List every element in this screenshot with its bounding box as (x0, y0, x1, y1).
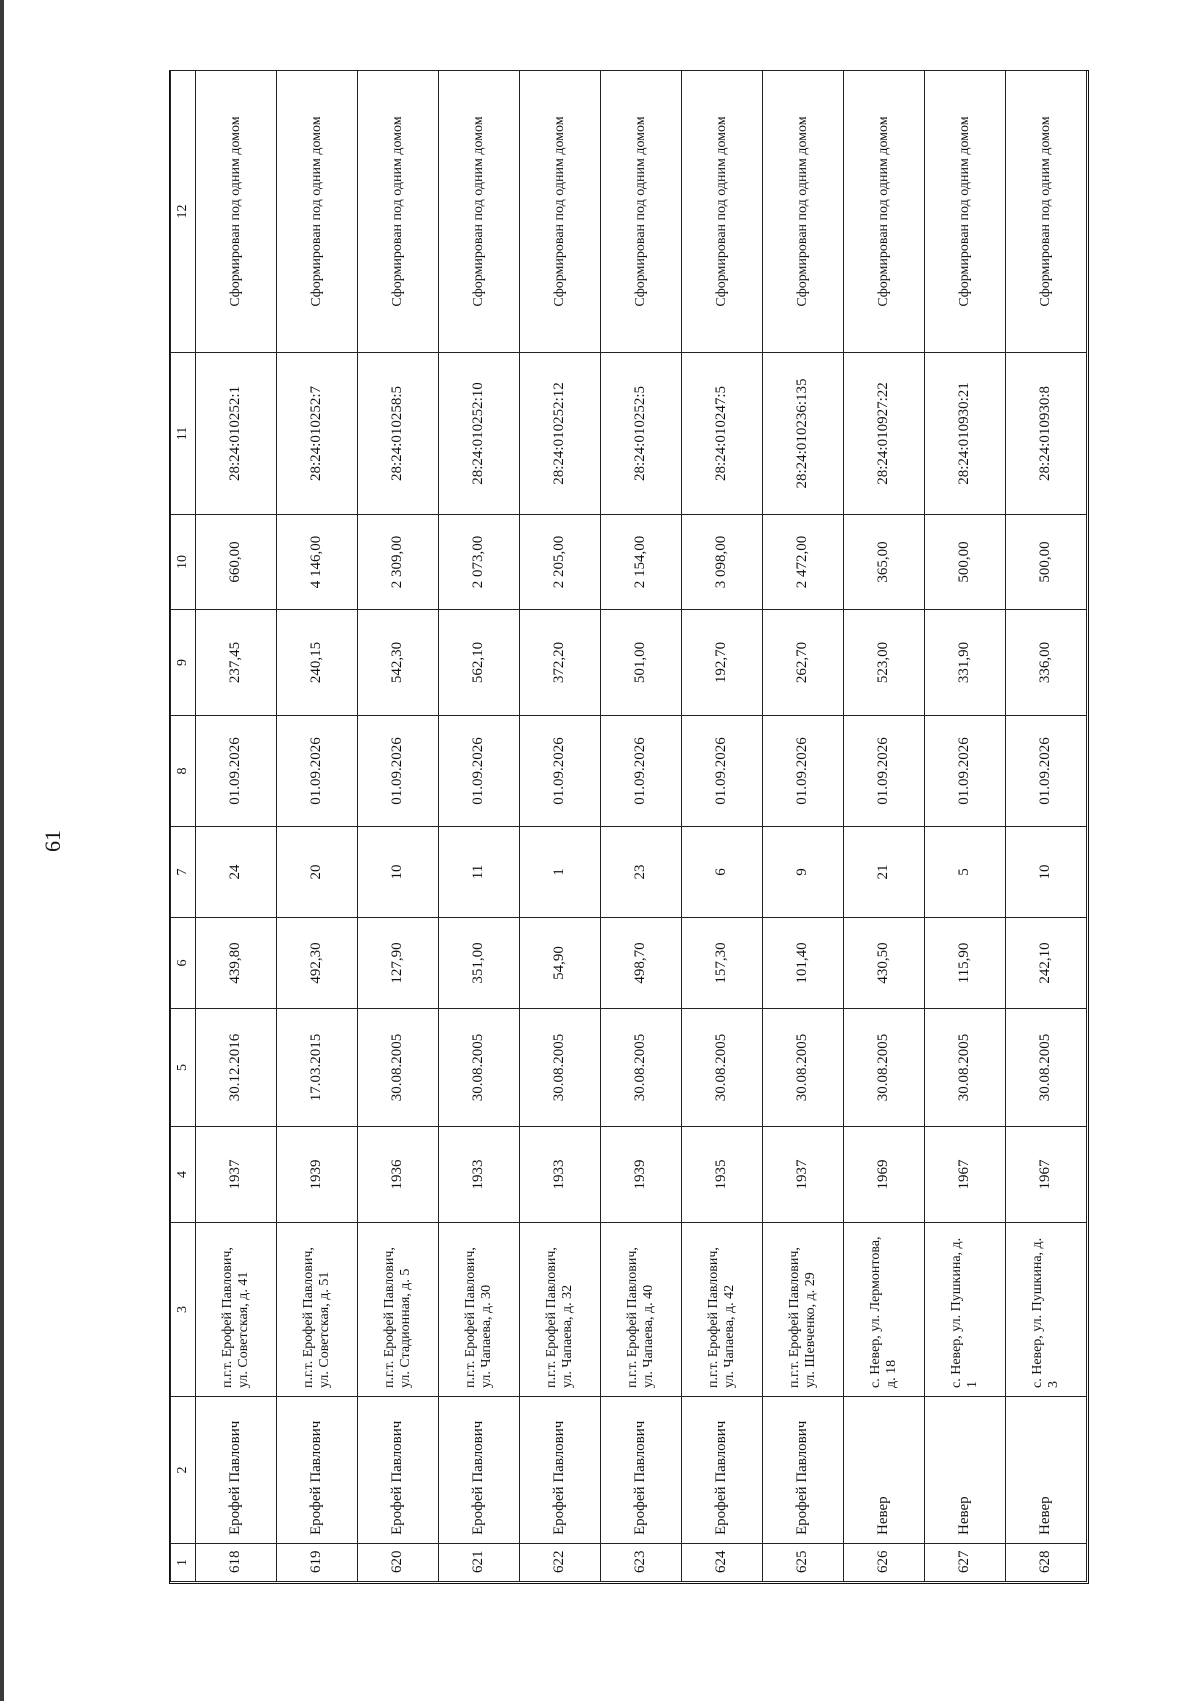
area-cell: 127,90 (358, 918, 439, 1009)
page-number: 61 (40, 830, 65, 852)
locality-cell: Ерофей Павлович (763, 1397, 844, 1544)
deadline-date-cell: 01.09.2026 (601, 716, 682, 827)
area-cell: 101,40 (763, 918, 844, 1009)
year-built-cell: 1937 (196, 1127, 277, 1223)
year-built-cell: 1933 (439, 1127, 520, 1223)
row-number-cell: 621 (439, 1544, 520, 1582)
locality-cell: Ерофей Павлович (196, 1397, 277, 1544)
table-frame (169, 70, 1089, 1584)
date-cell: 30.08.2005 (844, 1009, 925, 1127)
cadastral-number-cell: 28:24:010236:135 (763, 353, 844, 515)
residents-cell: 10 (1006, 827, 1087, 918)
locality-cell: Невер (844, 1397, 925, 1544)
land-area-cell: 2 472,00 (763, 515, 844, 610)
year-built-cell: 1967 (1006, 1127, 1087, 1223)
year-built-cell: 1939 (277, 1127, 358, 1223)
locality-cell: Ерофей Павлович (439, 1397, 520, 1544)
note-cell: Сформирован под одним домом (925, 71, 1006, 353)
living-area-cell: 542,30 (358, 610, 439, 716)
row-number-cell: 619 (277, 1544, 358, 1582)
note-cell: Сформирован под одним домом (358, 71, 439, 353)
locality-cell: Невер (1006, 1397, 1087, 1544)
living-area-cell: 237,45 (196, 610, 277, 716)
residents-cell: 20 (277, 827, 358, 918)
row-number-cell: 627 (925, 1544, 1006, 1582)
column-header-11: 11 (171, 353, 196, 515)
date-cell: 30.08.2005 (1006, 1009, 1087, 1127)
address-cell: п.г.т. Ерофей Павлович, ул. Шевченко, д. 29 (763, 1223, 844, 1397)
year-built-cell: 1933 (520, 1127, 601, 1223)
residents-cell: 23 (601, 827, 682, 918)
row-number-cell: 623 (601, 1544, 682, 1582)
deadline-date-cell: 01.09.2026 (763, 716, 844, 827)
column-header-8: 8 (171, 716, 196, 827)
deadline-date-cell: 01.09.2026 (844, 716, 925, 827)
residents-cell: 11 (439, 827, 520, 918)
address-cell: с. Невер, ул. Лермонтова, д. 18 (844, 1223, 925, 1397)
note-cell: Сформирован под одним домом (196, 71, 277, 353)
table-body (196, 71, 1087, 1582)
row-number-cell: 620 (358, 1544, 439, 1582)
deadline-date-cell: 01.09.2026 (358, 716, 439, 827)
cadastral-number-cell: 28:24:010247:5 (682, 353, 763, 515)
land-area-cell: 660,00 (196, 515, 277, 610)
area-cell: 351,00 (439, 918, 520, 1009)
note-cell: Сформирован под одним домом (682, 71, 763, 353)
note-cell: Сформирован под одним домом (1006, 71, 1087, 353)
row-number-cell: 626 (844, 1544, 925, 1582)
row-number-cell: 618 (196, 1544, 277, 1582)
column-header-5: 5 (171, 1009, 196, 1127)
locality-cell: Ерофей Павлович (358, 1397, 439, 1544)
residents-cell: 5 (925, 827, 1006, 918)
header-row (171, 71, 196, 1582)
address-cell: п.г.т. Ерофей Павлович, ул. Чапаева, д. 32 (520, 1223, 601, 1397)
area-cell: 242,10 (1006, 918, 1087, 1009)
column-header-1: 1 (171, 1544, 196, 1582)
note-cell: Сформирован под одним домом (601, 71, 682, 353)
table-row (925, 71, 1006, 1582)
rotated-table-container (170, 71, 1087, 1582)
deadline-date-cell: 01.09.2026 (925, 716, 1006, 827)
address-cell: п.г.т. Ерофей Павлович, ул. Чапаева, д. 42 (682, 1223, 763, 1397)
table-row (358, 71, 439, 1582)
column-header-7: 7 (171, 827, 196, 918)
column-header-2: 2 (171, 1397, 196, 1544)
date-cell: 30.08.2005 (763, 1009, 844, 1127)
cadastral-number-cell: 28:24:010252:12 (520, 353, 601, 515)
date-cell: 30.08.2005 (682, 1009, 763, 1127)
living-area-cell: 501,00 (601, 610, 682, 716)
cadastral-number-cell: 28:24:010930:8 (1006, 353, 1087, 515)
area-cell: 115,90 (925, 918, 1006, 1009)
year-built-cell: 1969 (844, 1127, 925, 1223)
row-number-cell: 625 (763, 1544, 844, 1582)
cadastral-number-cell: 28:24:010927:22 (844, 353, 925, 515)
locality-cell: Ерофей Павлович (601, 1397, 682, 1544)
cadastral-number-cell: 28:24:010252:10 (439, 353, 520, 515)
year-built-cell: 1939 (601, 1127, 682, 1223)
area-cell: 54,90 (520, 918, 601, 1009)
table-row (1006, 71, 1087, 1582)
locality-cell: Ерофей Павлович (682, 1397, 763, 1544)
column-header-3: 3 (171, 1223, 196, 1397)
note-cell: Сформирован под одним домом (439, 71, 520, 353)
deadline-date-cell: 01.09.2026 (1006, 716, 1087, 827)
year-built-cell: 1937 (763, 1127, 844, 1223)
cadastral-number-cell: 28:24:010252:1 (196, 353, 277, 515)
residents-cell: 9 (763, 827, 844, 918)
residents-cell: 1 (520, 827, 601, 918)
address-cell: п.г.т. Ерофей Павлович, ул. Советская, д. 41 (196, 1223, 277, 1397)
year-built-cell: 1967 (925, 1127, 1006, 1223)
residents-cell: 24 (196, 827, 277, 918)
residents-cell: 10 (358, 827, 439, 918)
living-area-cell: 562,10 (439, 610, 520, 716)
cadastral-number-cell: 28:24:010930:21 (925, 353, 1006, 515)
address-cell: п.г.т. Ерофей Павлович, ул. Советская, д. 51 (277, 1223, 358, 1397)
land-area-cell: 3 098,00 (682, 515, 763, 610)
address-cell: п.г.т. Ерофей Павлович, ул. Чапаева, д. 30 (439, 1223, 520, 1397)
locality-cell: Невер (925, 1397, 1006, 1544)
column-header-9: 9 (171, 610, 196, 716)
note-cell: Сформирован под одним домом (763, 71, 844, 353)
address-cell: п.г.т. Ерофей Павлович, ул. Чапаева, д. 40 (601, 1223, 682, 1397)
row-number-cell: 628 (1006, 1544, 1087, 1582)
deadline-date-cell: 01.09.2026 (520, 716, 601, 827)
date-cell: 30.08.2005 (439, 1009, 520, 1127)
area-cell: 492,30 (277, 918, 358, 1009)
scan-edge (0, 0, 4, 1701)
locality-cell: Ерофей Павлович (520, 1397, 601, 1544)
living-area-cell: 372,20 (520, 610, 601, 716)
year-built-cell: 1935 (682, 1127, 763, 1223)
table-row (520, 71, 601, 1582)
deadline-date-cell: 01.09.2026 (682, 716, 763, 827)
data-table (170, 70, 1087, 1582)
land-area-cell: 500,00 (1006, 515, 1087, 610)
table-row (763, 71, 844, 1582)
locality-cell: Ерофей Павлович (277, 1397, 358, 1544)
date-cell: 17.03.2015 (277, 1009, 358, 1127)
column-header-4: 4 (171, 1127, 196, 1223)
note-cell: Сформирован под одним домом (277, 71, 358, 353)
land-area-cell: 2 205,00 (520, 515, 601, 610)
note-cell: Сформирован под одним домом (520, 71, 601, 353)
living-area-cell: 240,15 (277, 610, 358, 716)
cadastral-number-cell: 28:24:010252:5 (601, 353, 682, 515)
address-cell: с. Невер, ул. Пушкина, д. 3 (1006, 1223, 1087, 1397)
land-area-cell: 2 073,00 (439, 515, 520, 610)
land-area-cell: 365,00 (844, 515, 925, 610)
residents-cell: 6 (682, 827, 763, 918)
column-header-10: 10 (171, 515, 196, 610)
table-row (601, 71, 682, 1582)
land-area-cell: 2 309,00 (358, 515, 439, 610)
date-cell: 30.08.2005 (601, 1009, 682, 1127)
deadline-date-cell: 01.09.2026 (196, 716, 277, 827)
area-cell: 439,80 (196, 918, 277, 1009)
column-header-12: 12 (171, 71, 196, 353)
living-area-cell: 523,00 (844, 610, 925, 716)
row-number-cell: 624 (682, 1544, 763, 1582)
cadastral-number-cell: 28:24:010252:7 (277, 353, 358, 515)
residents-cell: 21 (844, 827, 925, 918)
note-cell: Сформирован под одним домом (844, 71, 925, 353)
area-cell: 157,30 (682, 918, 763, 1009)
deadline-date-cell: 01.09.2026 (277, 716, 358, 827)
date-cell: 30.08.2005 (925, 1009, 1006, 1127)
address-cell: с. Невер, ул. Пушкина, д. 1 (925, 1223, 1006, 1397)
date-cell: 30.08.2005 (358, 1009, 439, 1127)
land-area-cell: 4 146,00 (277, 515, 358, 610)
living-area-cell: 262,70 (763, 610, 844, 716)
land-area-cell: 500,00 (925, 515, 1006, 610)
deadline-date-cell: 01.09.2026 (439, 716, 520, 827)
date-cell: 30.08.2005 (520, 1009, 601, 1127)
living-area-cell: 336,00 (1006, 610, 1087, 716)
column-header-6: 6 (171, 918, 196, 1009)
table-row (439, 71, 520, 1582)
year-built-cell: 1936 (358, 1127, 439, 1223)
date-cell: 30.12.2016 (196, 1009, 277, 1127)
living-area-cell: 192,70 (682, 610, 763, 716)
row-number-cell: 622 (520, 1544, 601, 1582)
address-cell: п.г.т. Ерофей Павлович, ул. Стадионная, д. 5 (358, 1223, 439, 1397)
land-area-cell: 2 154,00 (601, 515, 682, 610)
area-cell: 430,50 (844, 918, 925, 1009)
area-cell: 498,70 (601, 918, 682, 1009)
cadastral-number-cell: 28:24:010258:5 (358, 353, 439, 515)
table-row (682, 71, 763, 1582)
table-row (844, 71, 925, 1582)
table-row (277, 71, 358, 1582)
table-row (196, 71, 277, 1582)
living-area-cell: 331,90 (925, 610, 1006, 716)
